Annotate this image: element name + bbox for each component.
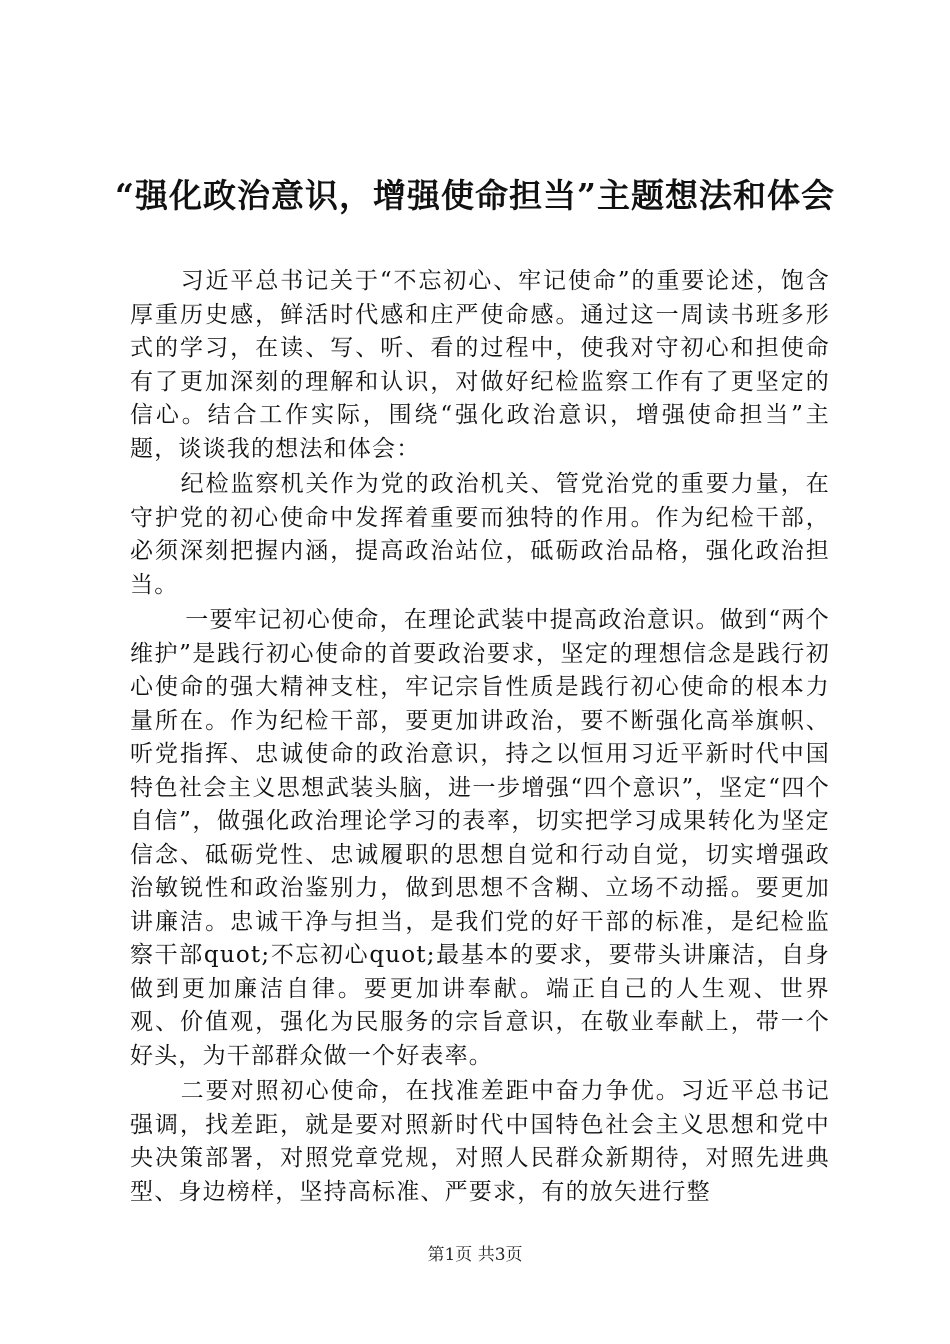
paragraph-point-one: 一要牢记初心使命，在理论武装中提高政治意识。做到“两个维护”是践行初心使命的首要政治要求，坚定的理想信念是践行初心使命的强大精神支柱，牢记宗旨性质是践行初心使命的根本力量所在。作为纪检干部，要更加讲政治，要不断强化高举旗帜、听党指挥、忠诚使命的政治意识，持之以恒用习近平新时代中国特色社会主义思想武装头脑，进一步增强“四个意识”，坚定“四个自信”，做强化政治理论学习的表率，切实把学习成果转化为坚定信念、砥砺党性、忠诚履职的思想自觉和行动自觉，切实增强政治敏锐性和政治鉴别力，做到思想不含糊、立场不动摇。要更加讲廉洁。忠诚干净与担当，是我们党的好干部的标准，是纪检监察干部quot;不忘初心quot;最基本的要求，要带头讲廉洁，自身做到更加廉洁自律。要更加讲奉献。端正自己的人生观、世界观、价值观，强化为民服务的宗旨意识，在敬业奉献上，带一个好头，为干部群众做一个好表率。 xyxy=(130,607,830,1069)
paragraph-role: 纪检监察机关作为党的政治机关、管党治党的重要力量，在守护党的初心使命中发挥着重要而独特的作用。作为纪检干部，必须深刻把握内涵，提高政治站位，砥砺政治品格，强化政治担当。 xyxy=(130,471,830,598)
document-body xyxy=(130,265,830,1211)
paragraph-intro: 习近平总书记关于“不忘初心、牢记使命”的重要论述，饱含厚重历史感，鲜活时代感和庄严使命感。通过这一周读书班多形式的学习，在读、写、听、看的过程中，使我对守初心和担使命有了更加深刻的理解和认识，对做好纪检监察工作有了更坚定的信心。结合工作实际，围绕“强化政治意识，增强使命担当”主题，谈谈我的想法和体会： xyxy=(130,268,830,462)
page-footer: 第1页 共3页 xyxy=(427,1245,523,1265)
document-title: “强化政治意识，增强使命担当”主题想法和体会 xyxy=(115,176,835,215)
paragraph-point-two: 二要对照初心使命，在找准差距中奋力争优。习近平总书记强调，找差距，就是要对照新时代中国特色社会主义思想和党中央决策部署，对照党章党规，对照人民群众新期待，对照先进典型、身边榜样，坚持高标准、严要求，有的放矢进行整 xyxy=(130,1078,830,1205)
